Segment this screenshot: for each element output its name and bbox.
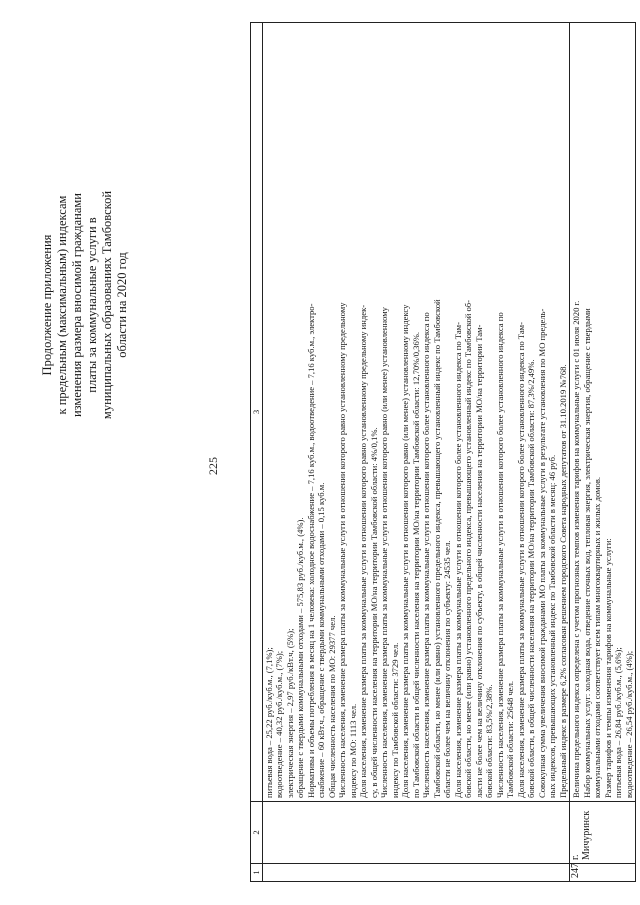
heading-line: платы за коммунальные услуги в (85, 217, 99, 393)
text-line: бовской области: 83,5%/2,38%. (484, 684, 494, 798)
text-line: Совокупная сумма увеличения вносимой гражданами МО платы за коммунальные услуги в результате установления по МО предель- (536, 308, 547, 798)
heading-line: к предельным (максимальным) индексам (55, 195, 69, 415)
text-line: Численность населения, изменение размера платы за коммунальные услуги в отношении которого более установленного индекса по (494, 312, 505, 798)
text-line: Численность населения, изменение размера платы за коммунальные услуги в отношении которого равно (или менее) установленному (379, 307, 389, 798)
municipality-cell (262, 802, 570, 864)
header-cell: 1 (251, 864, 263, 882)
heading-line: Продолжение приложения (40, 234, 54, 376)
text-line: ласти не более чем на величину отклонения по субъекту, в общей численности населения на территории МО/на территории Там- (473, 324, 484, 798)
text-line: Тамбовской области, но менее (или равно) установленного предельного индекса, превышающего установленный индекс по Тамбовской (431, 299, 442, 798)
details-cell (570, 23, 636, 802)
text-line: индексу по МО: 1113 чел. (347, 703, 358, 798)
row-number-cell: 247 (570, 864, 636, 882)
text-line: водоотведение – 26,54 руб./куб.м., (4%); (623, 650, 634, 798)
text-line: Доля населения, изменение размера платы за коммунальные услуги в отношении которого равно установленному предельному индек- (358, 304, 368, 798)
header-cell: 3 (251, 23, 263, 802)
text-line: питьевая вода – 26,84 руб./куб.м., (5,6%); (613, 647, 623, 798)
text-line: Величина предельного индекса определена с учетом прогнозных темпов изменения тарифов на коммунальные услуги с 01 июля 2020 г. (571, 300, 581, 798)
text-line: Доля населения, изменение размера платы за коммунальные услуги в отношении которого более установленного индекса по Там- (452, 322, 463, 798)
heading-line: изменения размера вносимой гражданами (70, 193, 84, 418)
text-line: ных индексов, превышающих установленный индекс по Тамбовской области в месяц: 46 руб. (547, 454, 557, 798)
text-line: су, в общей численности населения на территории МО/на территории Тамбовской области: 4%/0,1%. (368, 427, 379, 798)
table-row (570, 23, 636, 882)
text-line: водоотведение – 40,32 руб./куб.м., (7%); (274, 650, 284, 798)
text-line: Численность населения, изменение размера платы за коммунальные услуги в отношении которого более установленного индекса по (421, 312, 431, 798)
text-line: бовской области, в общей численности населения на территории МО/на территории Тамбовской области: 87,3%/2,49%. (526, 359, 536, 798)
heading-line: муниципальных образованиях Тамбовской (100, 190, 114, 420)
text-line: снабжение – 60 кВт.ч., обращение с твердыми коммунальными отходами – 0,15 куб.м. (316, 482, 326, 798)
text-line: коммунальными отходами соответствует всем типам многоквартирных и жилых домов. (592, 476, 602, 798)
text-line: Доля населения, изменение размера платы за коммунальные услуги в отношении которого более установленного индекса по Там- (515, 322, 526, 798)
text-line: бовской области, но менее (или равно) установленного предельного индекса, превышающего установленный индекс по Тамбовской об- (463, 299, 473, 798)
text-line: Набор коммунальных услуг: холодная вода, отведение сточных вод, тепловая энергия, электрическая энергия, обращение с твердыми (581, 308, 592, 798)
text-line: Доля населения, изменение размера платы за коммунальные услуги в отношении которого равно (или менее) установленному индексу (400, 304, 410, 798)
text-line: Численность населения, изменение размера платы за коммунальные услуги в отношении которого равно установленному предельному (337, 302, 347, 798)
text-line: Размер тарифов и темпы изменения тарифов на коммунальные услуги: (602, 538, 613, 798)
text-line: электрическая энергия – 2,97 руб./кВт.ч, (5%); (284, 628, 295, 798)
row-number-cell (262, 864, 570, 882)
table-row (262, 23, 570, 882)
text-line: Предельный индекс в размере 6,2% согласован решением городского Совета народных депутатов от 31.10.2019 №768. (557, 364, 568, 798)
heading-line: области на 2020 год (115, 252, 129, 358)
text-line: Нормативы и объемы потребления в месяц на 1 человека: холодное водоснабжение – 7,16 куб.м., водоотведение – 7,16 куб.м., электро- (305, 303, 316, 798)
page-number: 225 (206, 457, 220, 475)
details-cell (262, 23, 570, 802)
index-table (250, 22, 636, 882)
header-row (251, 23, 263, 882)
text-line: Тамбовской области: 25648 чел. (505, 680, 515, 798)
text-line: индексу по Тамбовской области: 3729 чел. (389, 642, 400, 798)
text-line: области не более чем на величину отклонения по субъекту: 24535 чел. (442, 540, 452, 798)
municipality-cell: г. Мичуринск (570, 802, 636, 864)
appendix-heading (40, 25, 130, 585)
header-cell: 2 (251, 802, 263, 864)
text-line: обращение с твердыми коммунальными отходами – 575,83 руб./куб.м., (4%). (295, 517, 305, 798)
text-line: по Тамбовской области в общей численности населения на территории МО/на территории Тамбовской области: 12,70%/0,36%. (410, 331, 421, 798)
text-line: питьевая вода – 25,22 руб./куб.м., (7,1%); (263, 647, 274, 798)
text-line: Общая численность населения по МО: 29377 чел. (326, 615, 337, 798)
